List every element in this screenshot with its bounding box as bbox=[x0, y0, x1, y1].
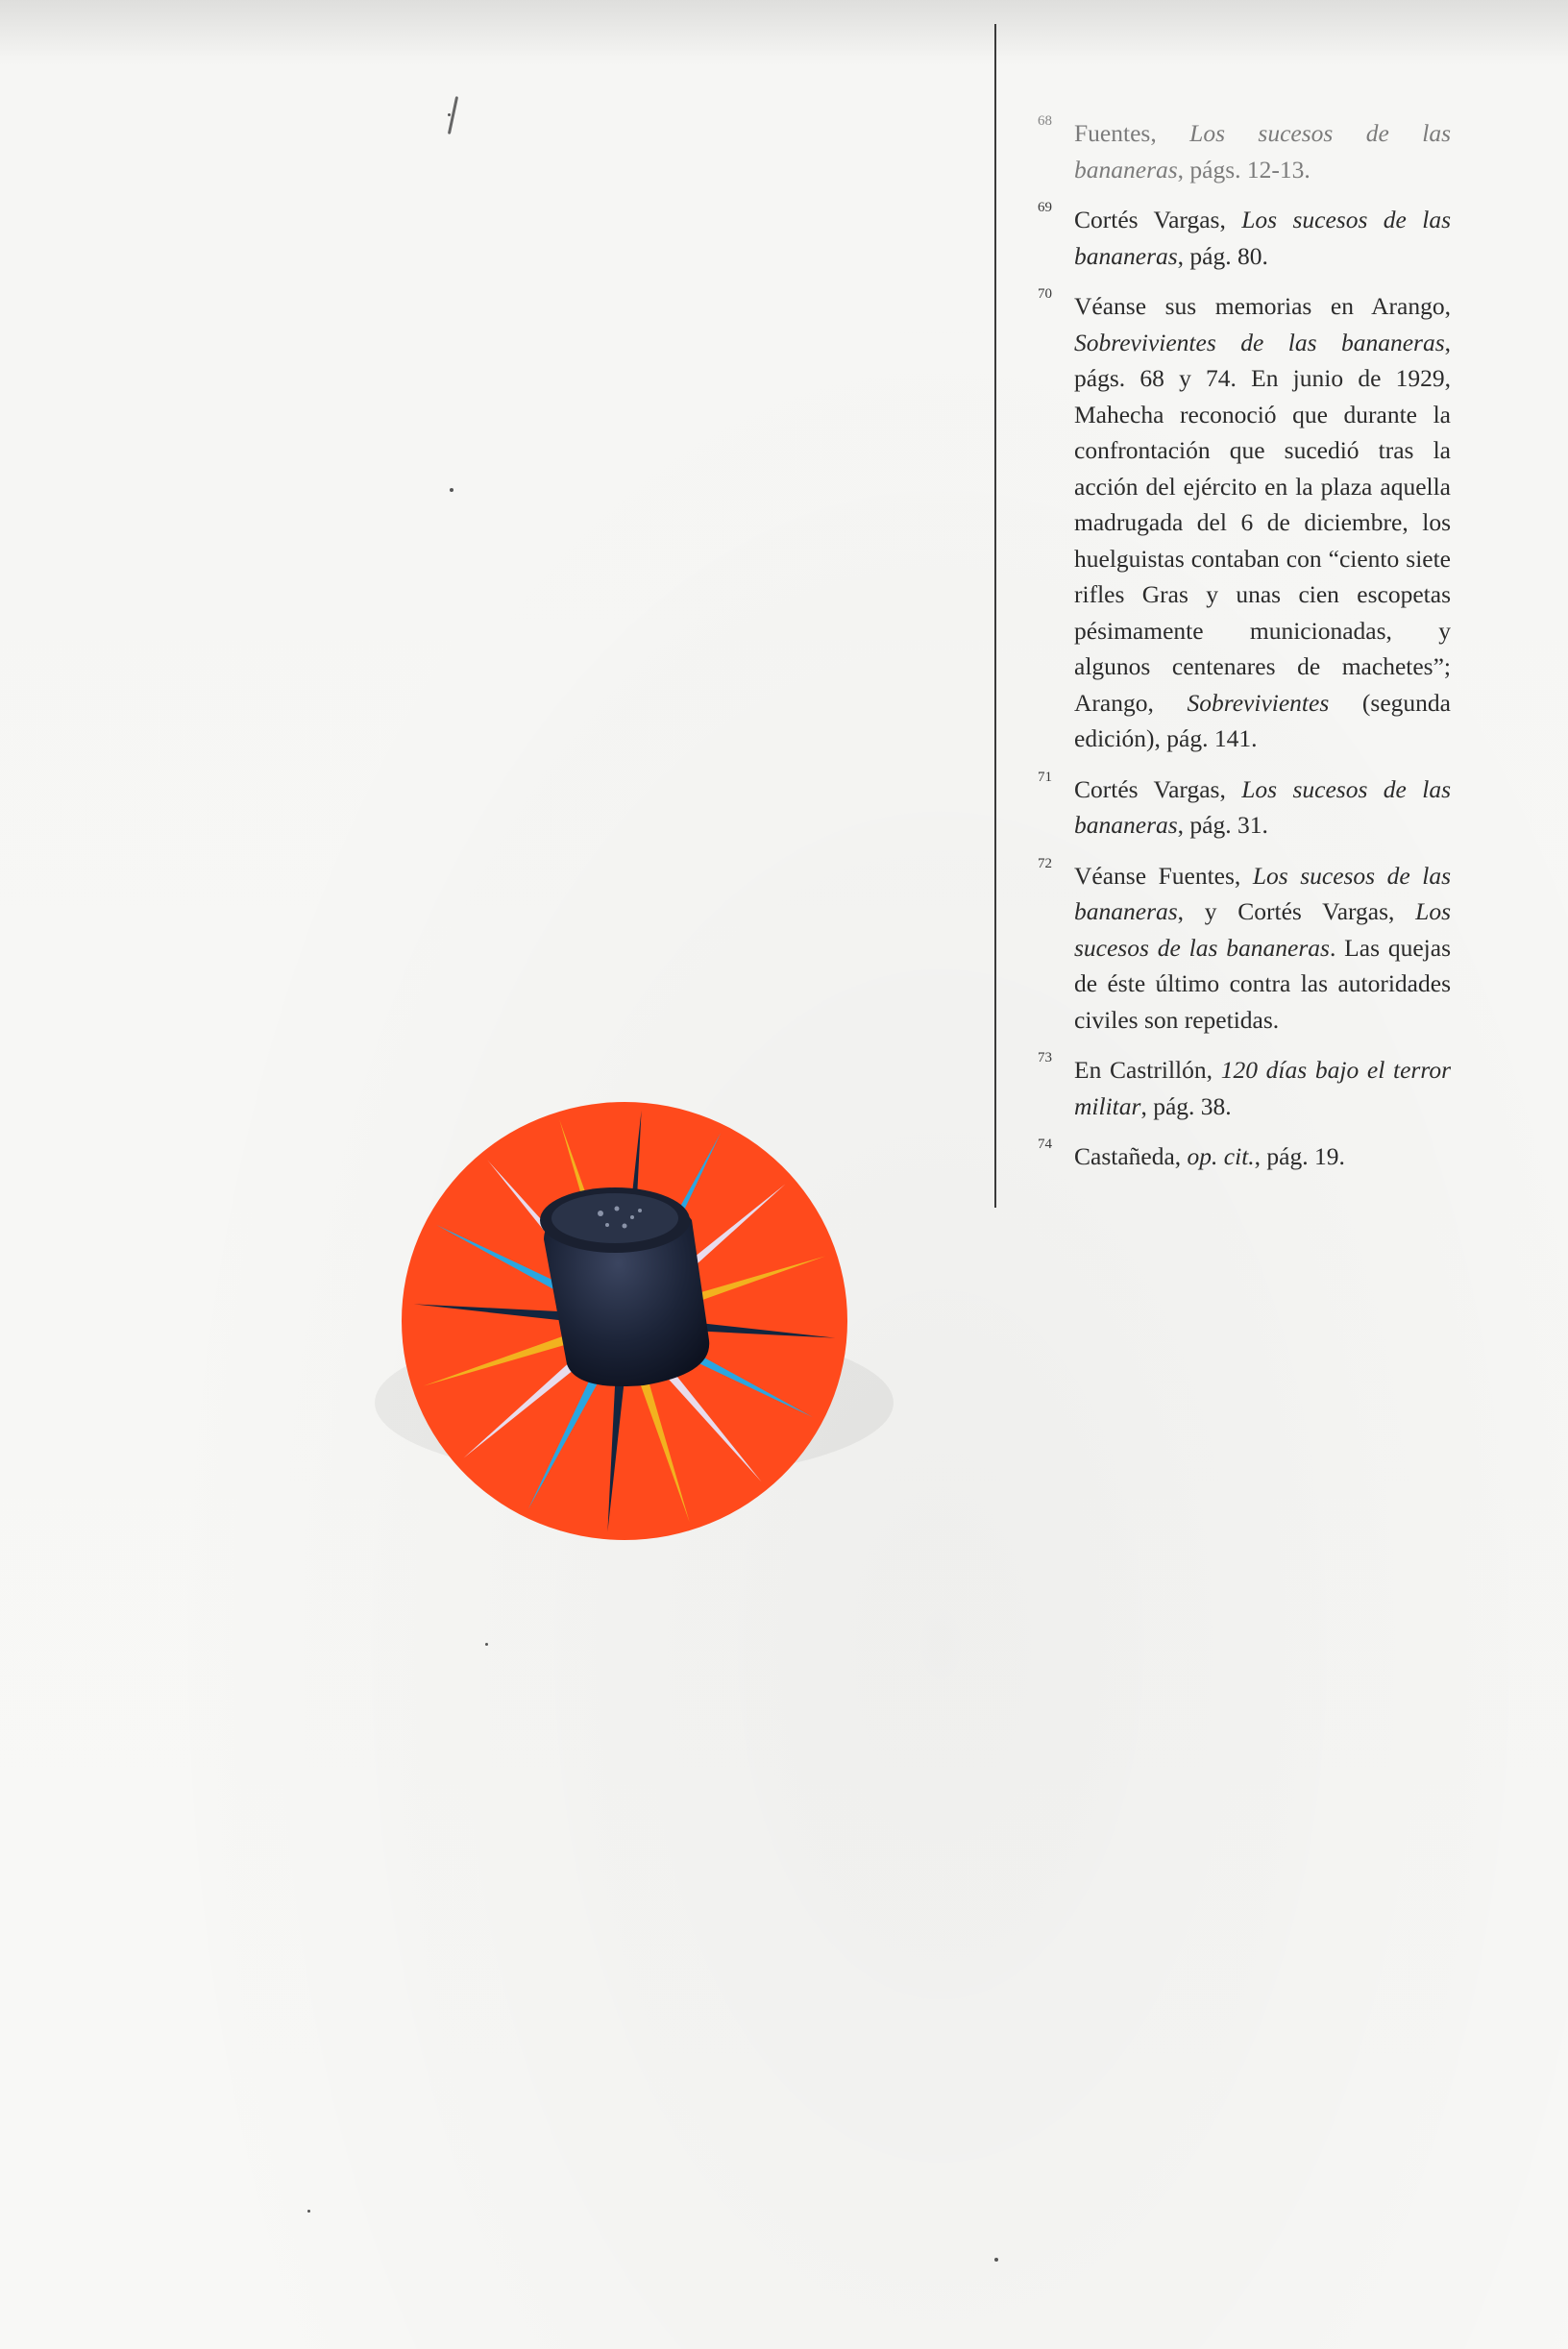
scan-speck bbox=[485, 1643, 488, 1646]
scan-shadow bbox=[0, 0, 1568, 67]
footnotes-list bbox=[1038, 115, 1451, 1189]
footnote-number: 71 bbox=[1038, 769, 1052, 785]
footnote-68: 68 Fuentes, Los sucesos de las bananeras, págs. 12-13. bbox=[1038, 113, 1452, 184]
footnote-72: 72 Véanse Fuentes, Los sucesos de las bananeras, y Cortés Vargas, Los sucesos de las bananeras. Las quejas de éste último contra las autoridades civiles son repetidas. bbox=[1038, 855, 1451, 1034]
scan-speck bbox=[448, 113, 451, 116]
footnote-69: 69 Cortés Vargas, Los sucesos de las bananeras, pág. 80. bbox=[1038, 200, 1451, 270]
scan-speck bbox=[994, 2258, 998, 2262]
footnote-number: 72 bbox=[1038, 855, 1052, 871]
footnote-74: 74 Castañeda, op. cit., pág. 19. bbox=[1038, 1137, 1345, 1170]
scan-speck bbox=[307, 2210, 310, 2213]
spinning-top-photo bbox=[355, 1086, 894, 1547]
column-rule bbox=[994, 24, 996, 1208]
footnote-number: 73 bbox=[1038, 1050, 1052, 1065]
footnote-number: 70 bbox=[1038, 286, 1052, 302]
scan-speck bbox=[450, 488, 453, 492]
footnote-number: 69 bbox=[1038, 200, 1052, 215]
footnote-number: 68 bbox=[1038, 113, 1052, 129]
footnote-70: 70 Véanse sus memorias en Arango, Sobrevivientes de las bananeras, págs. 68 y 74. En junio de 1929, Mahecha reconoció que durante la confrontación que sucedió tras la acción del ejército en la plaza aquella madrugada del 6 de diciembre, los huelguistas contaban con “ciento siete rifles Gras y unas cien escopetas pésimamente municionadas, y algunos centenares de machetes”; Arango, Sobrevivientes (segunda edición), pág. 141. bbox=[1038, 286, 1451, 752]
footnote-71: 71 Cortés Vargas, Los sucesos de las bananeras, pág. 31. bbox=[1038, 769, 1451, 839]
footnote-73: 73 En Castrillón, 120 días bajo el terror militar, pág. 38. bbox=[1038, 1050, 1451, 1120]
footnote-number: 74 bbox=[1038, 1137, 1052, 1152]
